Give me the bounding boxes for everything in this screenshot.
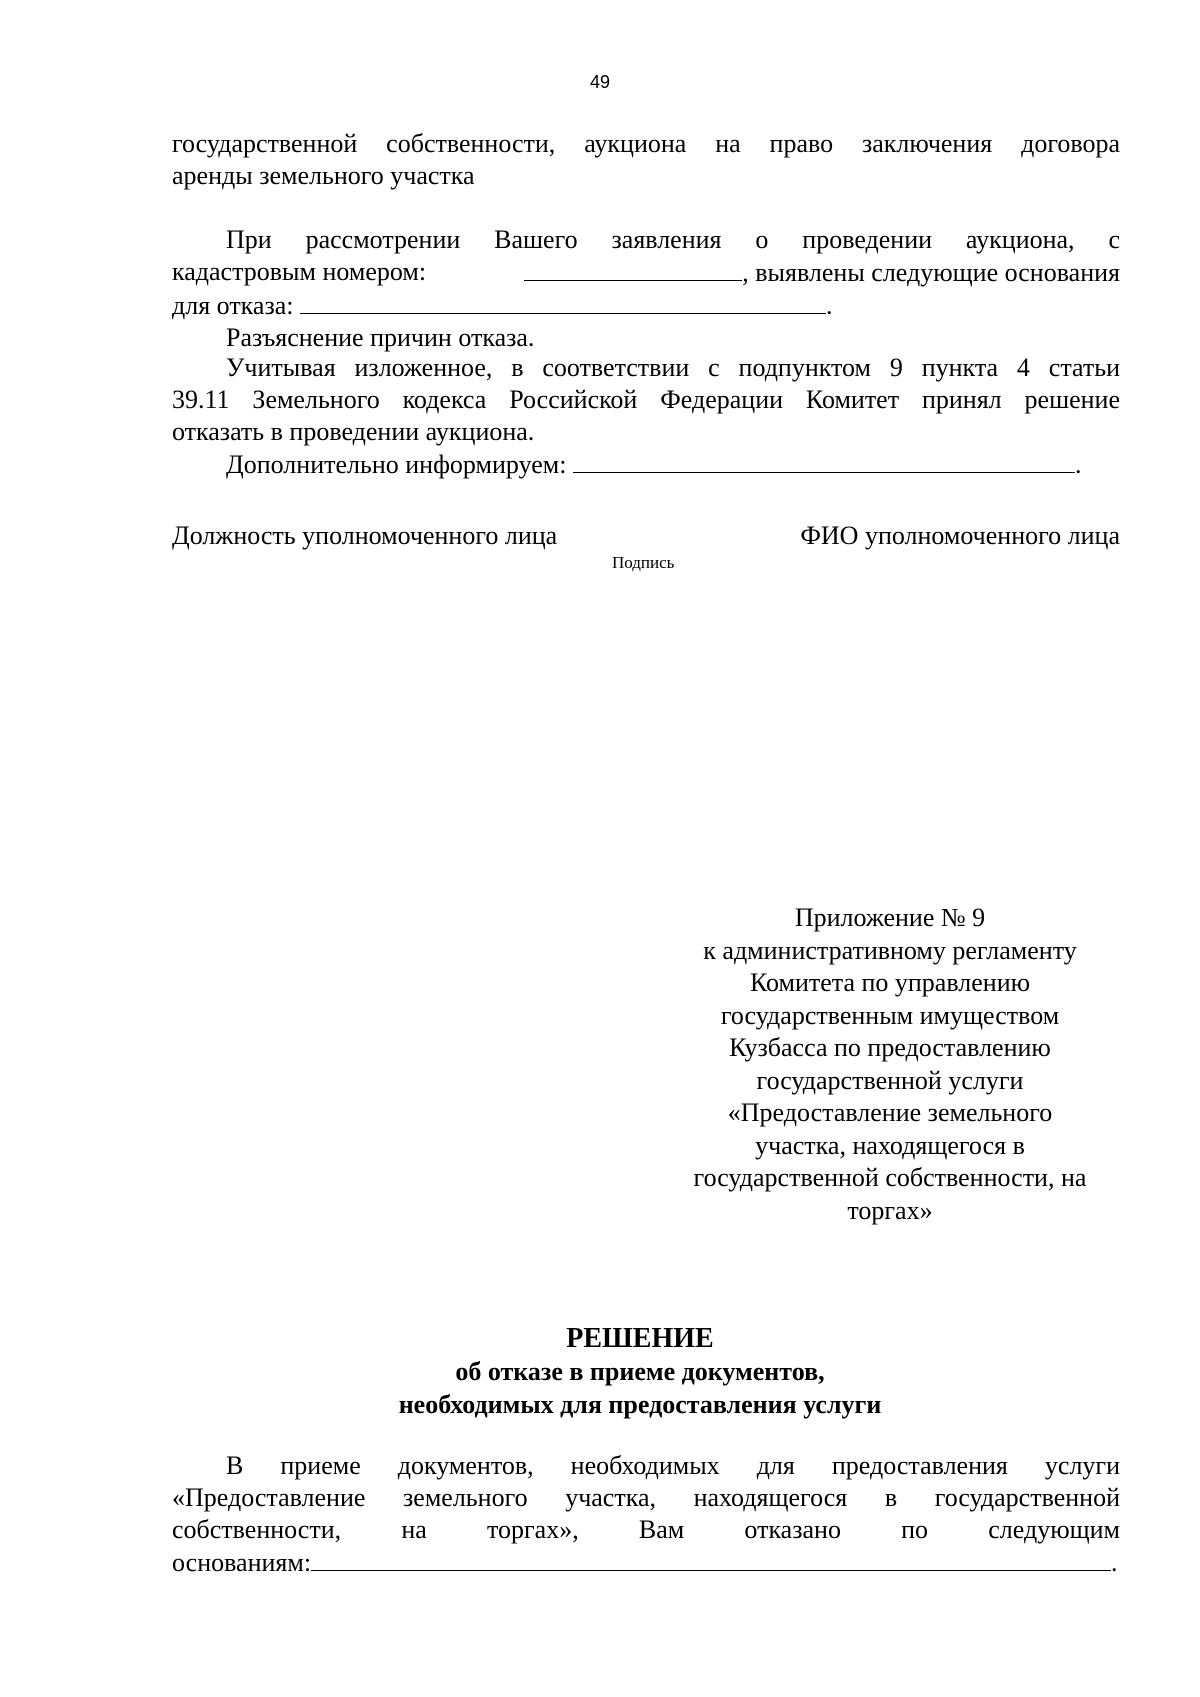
decision-line-1: В приеме документов, необходимых для предоставления услуги xyxy=(226,1451,1120,1480)
authorized-name: ФИО уполномоченного лица xyxy=(800,521,1120,550)
decision-line-3: собственности, на торгах», Вам отказано по следующим xyxy=(172,1515,1120,1544)
review-line-2 xyxy=(172,256,1120,289)
cadastral-label: кадастровым номером: xyxy=(172,257,427,286)
considering-paragraph xyxy=(172,352,1120,481)
decision-body xyxy=(172,1450,1120,1579)
clarification-line: Разъяснение причин отказа. xyxy=(226,323,535,352)
grounds-field[interactable] xyxy=(311,1546,1111,1571)
additional-line xyxy=(172,448,1120,481)
review-line-1: При рассмотрении Вашего заявления о проведении аукциона, с xyxy=(226,225,1120,254)
signature-caption: Подпись xyxy=(612,553,675,572)
review-line-3 xyxy=(172,289,1120,322)
refusal-grounds-label: для отказа: xyxy=(172,291,294,320)
decision-line-2: «Предоставление земельного участка, находящегося в государственной xyxy=(172,1483,1120,1512)
decision-subtitle-2: необходимых для предоставления услуги xyxy=(398,1390,882,1419)
appendix-line: государственной услуги xyxy=(756,1065,1024,1095)
period: . xyxy=(1111,1548,1118,1577)
cadastral-number-field[interactable]: , выявлены следующие основания xyxy=(524,256,1120,289)
continuation-paragraph xyxy=(172,128,1120,192)
appendix-line: участка, находящегося в xyxy=(755,1130,1025,1160)
decision-line-4 xyxy=(172,1546,1120,1579)
appendix-line: торгах» xyxy=(847,1195,933,1225)
considering-line-2: 39.11 Земельного кодекса Российской Федерации Комитет принял решение xyxy=(172,385,1120,414)
appendix-line: Приложение № 9 xyxy=(794,903,986,932)
appendix-header xyxy=(660,902,1120,1227)
appendix-line: «Предоставление земельного xyxy=(727,1098,1053,1127)
appendix-line: государственным имуществом xyxy=(720,1000,1060,1030)
appendix-line: государственной собственности, на xyxy=(693,1163,1087,1192)
review-paragraph xyxy=(172,224,1120,354)
continuation-line-2: аренды земельного участка xyxy=(172,161,475,190)
signature-row xyxy=(172,520,1120,552)
page-number: 49 xyxy=(589,72,611,92)
additional-info-field[interactable] xyxy=(573,448,1075,473)
continuation-line-1: государственной собственности, аукциона на право заключения договора xyxy=(172,129,1120,158)
appendix-line: к административному регламенту xyxy=(703,935,1077,965)
additional-label: Дополнительно информируем: xyxy=(226,450,567,479)
refusal-grounds-field[interactable] xyxy=(300,289,826,314)
considering-line-3: отказать в проведении аукциона. xyxy=(172,417,535,446)
grounds-label: основаниям: xyxy=(172,1548,312,1577)
decision-title: РЕШЕНИЕ xyxy=(566,1323,714,1354)
period: . xyxy=(1074,450,1082,479)
appendix-line: Комитета по управлению xyxy=(749,968,1031,997)
decision-subtitle-1: об отказе в приеме документов, xyxy=(455,1357,825,1386)
decision-heading xyxy=(0,1322,1200,1421)
appendix-line: Кузбасса по предоставлению xyxy=(729,1033,1051,1062)
considering-line-1: Учитывая изложенное, в соответствии с подпунктом 9 пункта 4 статьи xyxy=(226,353,1120,382)
period: . xyxy=(826,291,833,320)
authorized-position: Должность уполномоченного лица xyxy=(172,521,558,550)
